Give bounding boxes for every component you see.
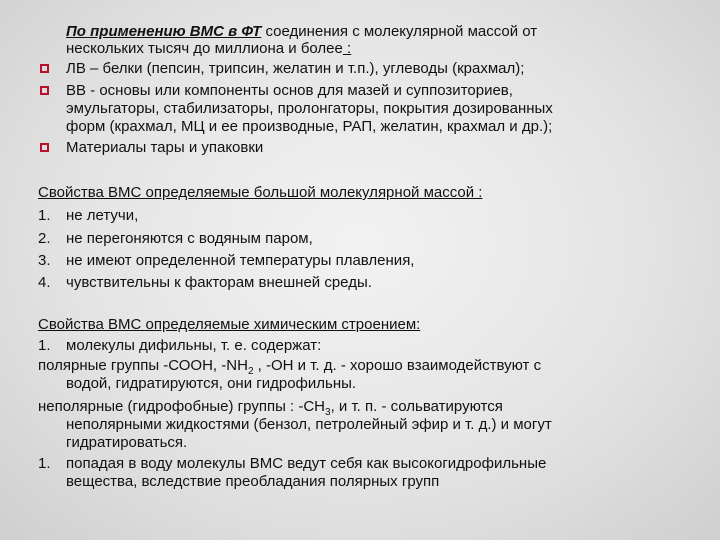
- nonpolar-text: неполярные (гидрофобные) группы : -СН: [38, 398, 326, 415]
- bullet-square-icon: [40, 143, 49, 152]
- heading-rest: соединения с молекулярной массой от: [261, 23, 538, 40]
- list-item: не перегоняются с водяным паром,: [66, 230, 313, 247]
- list-item: молекулы дифильны, т. е. содержат:: [66, 337, 322, 354]
- bullet-item-vv: ВВ - основы или компоненты основ для мазей и суппозиториев,: [66, 82, 513, 99]
- list-number: 2.: [38, 230, 51, 247]
- polar-groups-line2: водой, гидратируются, они гидрофильны.: [66, 375, 357, 392]
- nonpolar-groups-line: [38, 398, 503, 418]
- list-item: попадая в воду молекулы ВМС ведут себя как высокогидрофильные: [66, 455, 547, 472]
- heading-emphasis: По применению ВМС в ФТ: [66, 23, 262, 40]
- list-number: 1.: [38, 337, 51, 354]
- list-number: 3.: [38, 252, 51, 269]
- polar-subscript: 2: [247, 366, 254, 377]
- heading-line2-colon: :: [342, 40, 352, 57]
- polar-text-rest: , -ОН и т. д. - хорошо взаимодействуют с: [253, 357, 542, 374]
- nonpolar-subscript: 3: [325, 407, 331, 418]
- bullet-item-lv: ЛВ – белки (пепсин, трипсин, желатин и т.п.), углеводы (крахмал);: [66, 60, 525, 77]
- list-item-line2: вещества, вследствие преобладания полярных групп: [66, 473, 440, 490]
- list-item: не летучи,: [66, 207, 139, 224]
- list-number: 1.: [38, 207, 51, 224]
- section2-heading: Свойства ВМС определяемые большой молекулярной массой :: [38, 184, 483, 201]
- bullet-square-icon: [40, 86, 49, 95]
- polar-groups-line: [38, 357, 542, 377]
- heading-line2-text: нескольких тысяч до миллиона и более: [66, 40, 343, 57]
- section1-heading-line2: [66, 40, 351, 57]
- bullet-square-icon: [40, 64, 49, 73]
- bullet-item-packaging: Материалы тары и упаковки: [66, 139, 264, 156]
- section1-heading: [66, 23, 537, 40]
- bullet-item-vv-line3: форм (крахмал, МЦ и ее производные, РАП, желатин, крахмал и др.);: [66, 118, 553, 135]
- polar-text: полярные группы -СООН, -NН: [38, 357, 248, 374]
- nonpolar-text-rest: , и т. п. - сольватируются: [330, 398, 503, 415]
- nonpolar-groups-line2: неполярными жидкостями (бензол, петролейный эфир и т. д.) и могут: [66, 416, 552, 433]
- list-number: 1.: [38, 455, 51, 472]
- list-item: чувствительны к факторам внешней среды.: [66, 274, 372, 291]
- section3-heading: Свойства ВМС определяемые химическим строением:: [38, 316, 421, 333]
- nonpolar-groups-line3: гидратироваться.: [66, 434, 188, 451]
- list-item: не имеют определенной температуры плавления,: [66, 252, 415, 269]
- bullet-item-vv-line2: эмульгаторы, стабилизаторы, пролонгаторы, покрытия дозированных: [66, 100, 553, 117]
- list-number: 4.: [38, 274, 51, 291]
